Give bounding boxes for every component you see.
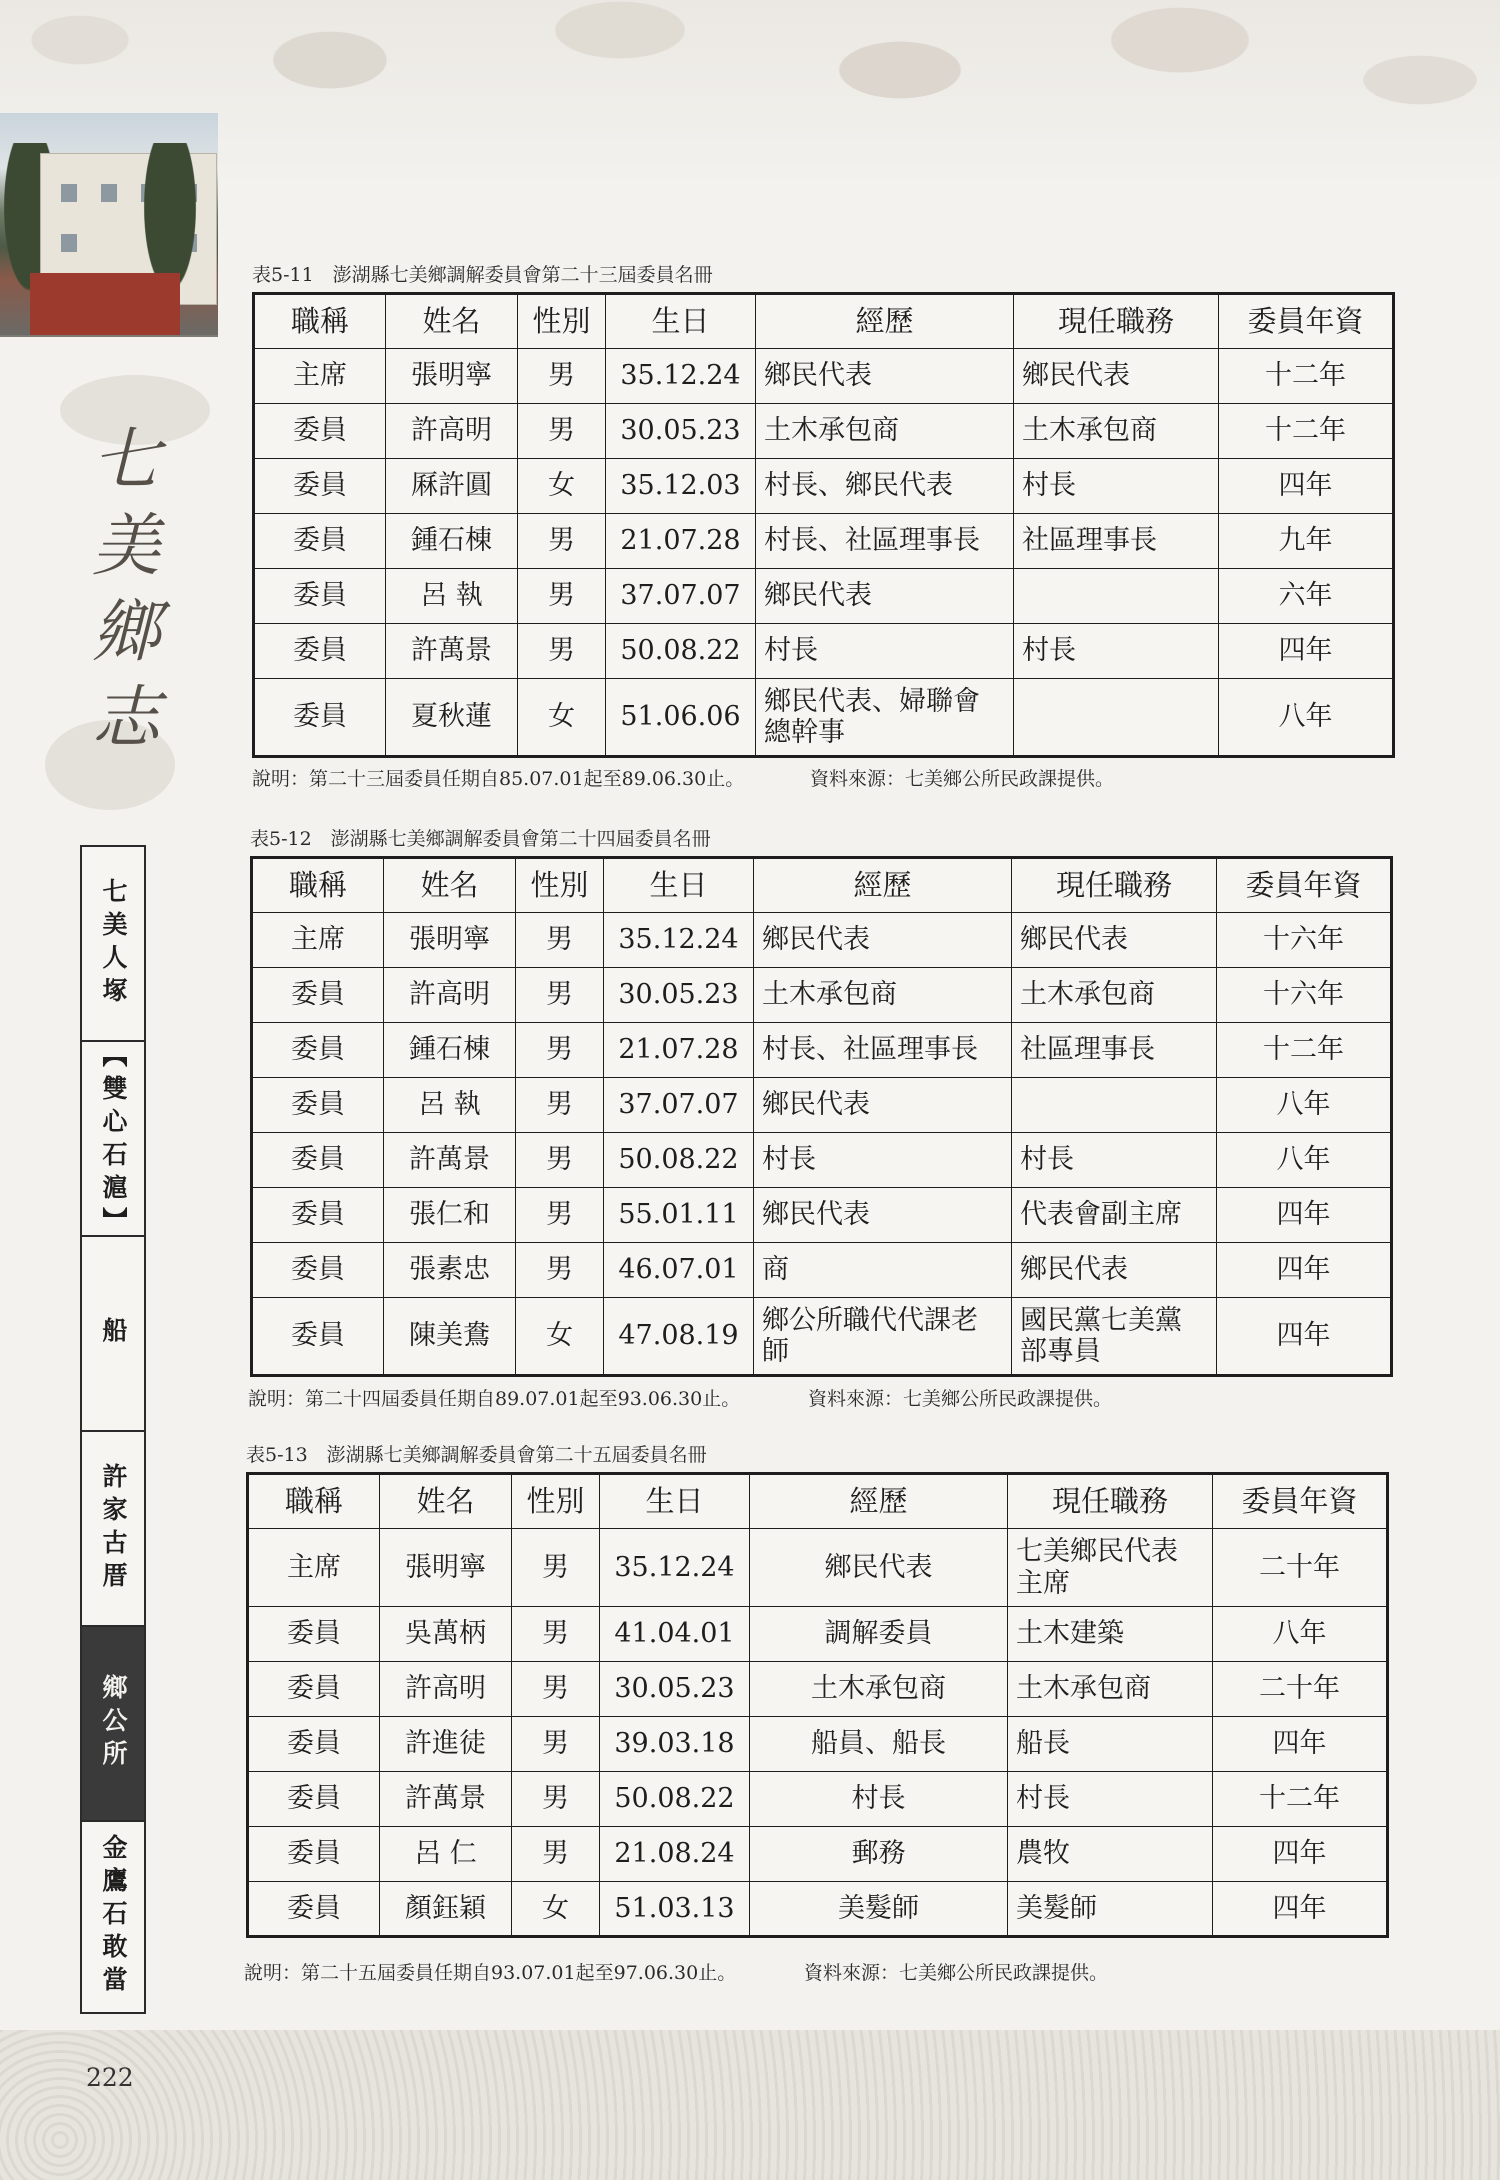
column-header: 姓名 <box>386 294 518 349</box>
committee-table-24 <box>250 856 1393 1377</box>
column-header: 現任職務 <box>1008 1474 1213 1529</box>
table-row: 委員 呂 執 男 37.07.07 鄉民代表 八年 <box>252 1078 1392 1133</box>
table-source: 資料來源：七美鄉公所民政課提供。 <box>808 1388 1113 1410</box>
table-source: 資料來源：七美鄉公所民政課提供。 <box>810 768 1115 790</box>
table-row: 委員 許萬景 男 50.08.22 村長 村長 八年 <box>252 1133 1392 1188</box>
table-note: 說明：第二十三屆委員任期自85.07.01起至89.06.30止。 <box>252 768 745 790</box>
header-cloud-pattern <box>0 0 1500 190</box>
side-tab-eagle-stone[interactable]: 金鷹石敢當 <box>99 1833 128 1999</box>
table-row: 委員 呂 仁 男 21.08.24 郵務 農牧 四年 <box>248 1827 1388 1882</box>
side-tab-boat[interactable]: 船 <box>82 1237 144 1432</box>
table-row: 委員 吳萬柄 男 41.04.01 調解委員 土木建築 八年 <box>248 1607 1388 1662</box>
column-header: 性別 <box>516 858 604 913</box>
table-row: 委員 呂 執 男 37.07.07 鄉民代表 六年 <box>254 569 1394 624</box>
table-note: 說明：第二十五屆委員任期自93.07.01起至97.06.30止。 <box>244 1962 737 1984</box>
table-row: 主席 張明寧 男 35.12.24 鄉民代表 七美鄉民代表主席 二十年 <box>248 1529 1388 1607</box>
table-row: 委員 許高明 男 30.05.23 土木承包商 土木承包商 二十年 <box>248 1662 1388 1717</box>
side-tab-township-office[interactable]: 鄉公所 <box>82 1627 144 1822</box>
table-row: 委員 鍾石棟 男 21.07.28 村長、社區理事長 社區理事長 十二年 <box>252 1023 1392 1078</box>
column-header: 生日 <box>606 294 756 349</box>
column-header: 職稱 <box>254 294 386 349</box>
column-header: 姓名 <box>380 1474 512 1529</box>
side-chapter-nav <box>80 845 146 2014</box>
column-header: 經歷 <box>756 294 1014 349</box>
column-header: 委員年資 <box>1213 1474 1388 1529</box>
table-row: 委員 夏秋蓮 女 51.06.06 鄉民代表、婦聯會總幹事 八年 <box>254 679 1394 757</box>
table-row: 委員 厤許圓 女 35.12.03 村長、鄉民代表 村長 四年 <box>254 459 1394 514</box>
table-note: 說明：第二十四屆委員任期自89.07.01起至93.06.30止。 <box>248 1388 741 1410</box>
table-row: 委員 許萬景 男 50.08.22 村長 村長 四年 <box>254 624 1394 679</box>
side-tab-twin-hearts[interactable]: 【雙心石滬】 <box>82 1042 144 1237</box>
side-tab-xu-house[interactable]: 許家古厝 <box>82 1432 144 1627</box>
table-row: 委員 張素忠 男 46.07.01 商 鄉民代表 四年 <box>252 1243 1392 1298</box>
side-tab-qimei-tomb[interactable]: 七美人塚 <box>82 847 144 1042</box>
table-row: 委員 顏鈺穎 女 51.03.13 美髮師 美髮師 四年 <box>248 1882 1388 1937</box>
column-header: 生日 <box>600 1474 750 1529</box>
column-header: 經歷 <box>750 1474 1008 1529</box>
column-header: 經歷 <box>754 858 1012 913</box>
table-caption: 表5-11 澎湖縣七美鄉調解委員會第二十三屆委員名冊 <box>252 264 713 286</box>
committee-table-25 <box>246 1472 1389 1938</box>
table-row: 主席 張明寧 男 35.12.24 鄉民代表 鄉民代表 十六年 <box>252 913 1392 968</box>
column-header: 委員年資 <box>1219 294 1394 349</box>
table-row: 主席 張明寧 男 35.12.24 鄉民代表 鄉民代表 十二年 <box>254 349 1394 404</box>
red-gate <box>30 273 180 335</box>
table-source: 資料來源：七美鄉公所民政課提供。 <box>804 1962 1109 1984</box>
table-caption: 表5-13 澎湖縣七美鄉調解委員會第二十五屆委員名冊 <box>246 1444 707 1466</box>
township-office-photo <box>0 113 218 337</box>
page-number: 222 <box>86 2063 134 2092</box>
book-title: 七美鄉志 <box>80 423 160 767</box>
column-header: 生日 <box>604 858 754 913</box>
committee-table-23 <box>252 292 1395 758</box>
table-row: 委員 許高明 男 30.05.23 土木承包商 土木承包商 十六年 <box>252 968 1392 1023</box>
column-header: 姓名 <box>384 858 516 913</box>
column-header: 委員年資 <box>1217 858 1392 913</box>
table-row: 委員 許萬景 男 50.08.22 村長 村長 十二年 <box>248 1772 1388 1827</box>
footer-wave-pattern <box>0 2030 1500 2180</box>
column-header: 性別 <box>518 294 606 349</box>
table-caption: 表5-12 澎湖縣七美鄉調解委員會第二十四屆委員名冊 <box>250 828 711 850</box>
table-row: 委員 許高明 男 30.05.23 土木承包商 土木承包商 十二年 <box>254 404 1394 459</box>
column-header: 職稱 <box>248 1474 380 1529</box>
table-row: 委員 陳美鴦 女 47.08.19 鄉公所職代代課老師 國民黨七美黨部專員 四年 <box>252 1298 1392 1376</box>
column-header: 現任職務 <box>1012 858 1217 913</box>
column-header: 現任職務 <box>1014 294 1219 349</box>
column-header: 職稱 <box>252 858 384 913</box>
table-row: 委員 鍾石棟 男 21.07.28 村長、社區理事長 社區理事長 九年 <box>254 514 1394 569</box>
column-header: 性別 <box>512 1474 600 1529</box>
table-row: 委員 張仁和 男 55.01.11 鄉民代表 代表會副主席 四年 <box>252 1188 1392 1243</box>
table-row: 委員 許進徒 男 39.03.18 船員、船長 船長 四年 <box>248 1717 1388 1772</box>
